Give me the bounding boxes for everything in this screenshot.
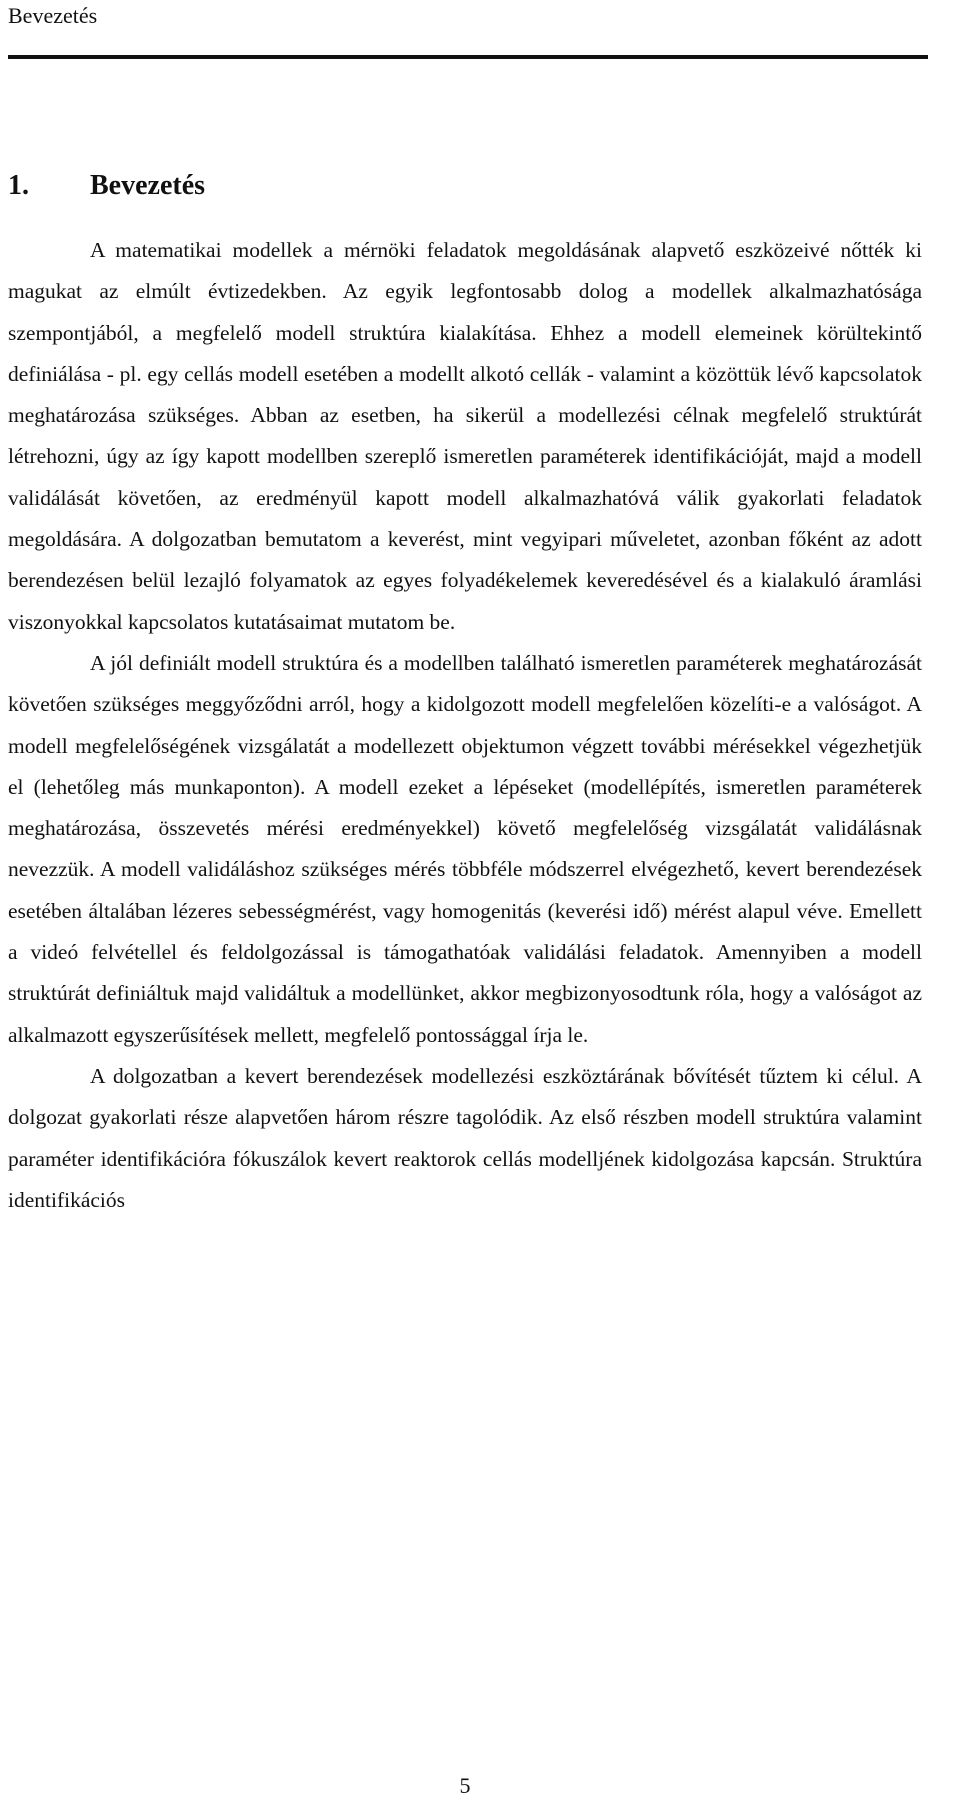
- paragraph: A dolgozatban a kevert berendezések modellezési eszköztárának bővítését tűztem ki célul. A dolgozat gyakorlati része alapvetően három részre tagolódik. Az első részben modell struktúra valamint paraméter identifikációra fókuszálok kevert reaktorok cellás modelljének kidolgozása kapcsán. Struktúra identifikációs: [8, 1063, 922, 1212]
- paragraph: A matematikai modellek a mérnöki feladatok megoldásának alapvető eszközeivé nőtték ki magukat az elmúlt évtizedekben. Az egyik legfontosabb dolog a modellek alkalmazhatósága szempontjából, a megfelelő modell struktúra kialakítása. Ehhez a modell elemeinek körültekintő definiálása - pl. egy cellás modell esetében a modellt alkotó cellák - valamint a közöttük lévő kapcsolatok meghatározása szükséges. Abban az esetben, ha sikerül a modellezési célnak megfelelő struktúrát létrehozni, úgy az így kapott modellben szereplő ismeretlen paraméterek identifikációját, majd a modell validálását követően, az eredményül kapott modell alkalmazhatóvá válik gyakorlati feladatok megoldására. A dolgozatban bemutatom a keverést, mint vegyipari műveletet, azonban főként az adott berendezésen belül lezajló folyamatok az egyes folyadékelemek keveredésével és a kialakuló áramlási viszonyokkal kapcsolatos kutatásaimat mutatom be.: [8, 238, 922, 634]
- header-rule: [8, 55, 928, 59]
- running-header: Bevezetés: [8, 3, 98, 28]
- body-text: [8, 230, 922, 1221]
- paragraph: A jól definiált modell struktúra és a modellben található ismeretlen paraméterek meghatározását követően szükséges meggyőződni arról, hogy a kidolgozott modell megfelelően közelíti-e a valóságot. A modell megfelelőségének vizsgálatát a modellezett objektumon végzett további mérésekkel végezhetjük el (lehetőleg más munkaponton). A modell ezeket a lépéseket (modellépítés, ismeretlen paraméterek meghatározása, összevetés mérési eredményekkel) követő megfelelőség vizsgálatát validálásnak nevezzük. A modell validáláshoz szükséges mérés többféle módszerrel elvégezhető, kevert berendezések esetében általában lézeres sebességmérést, vagy homogenitás (keverési idő) mérést alapul véve. Emellett a videó felvétellel és feldolgozással is támogathatóak validálási feladatok. Amennyiben a modell struktúrát definiáltuk majd validáltuk a modellünket, akkor megbizonyosodtunk róla, hogy a valóságot az alkalmazott egyszerűsítések mellett, megfelelő pontossággal írja le.: [8, 650, 922, 1047]
- page-number: 5: [459, 1773, 471, 1798]
- chapter-heading: [8, 168, 205, 204]
- chapter-title: Bevezetés: [90, 170, 206, 201]
- chapter-number: 1.: [8, 170, 29, 201]
